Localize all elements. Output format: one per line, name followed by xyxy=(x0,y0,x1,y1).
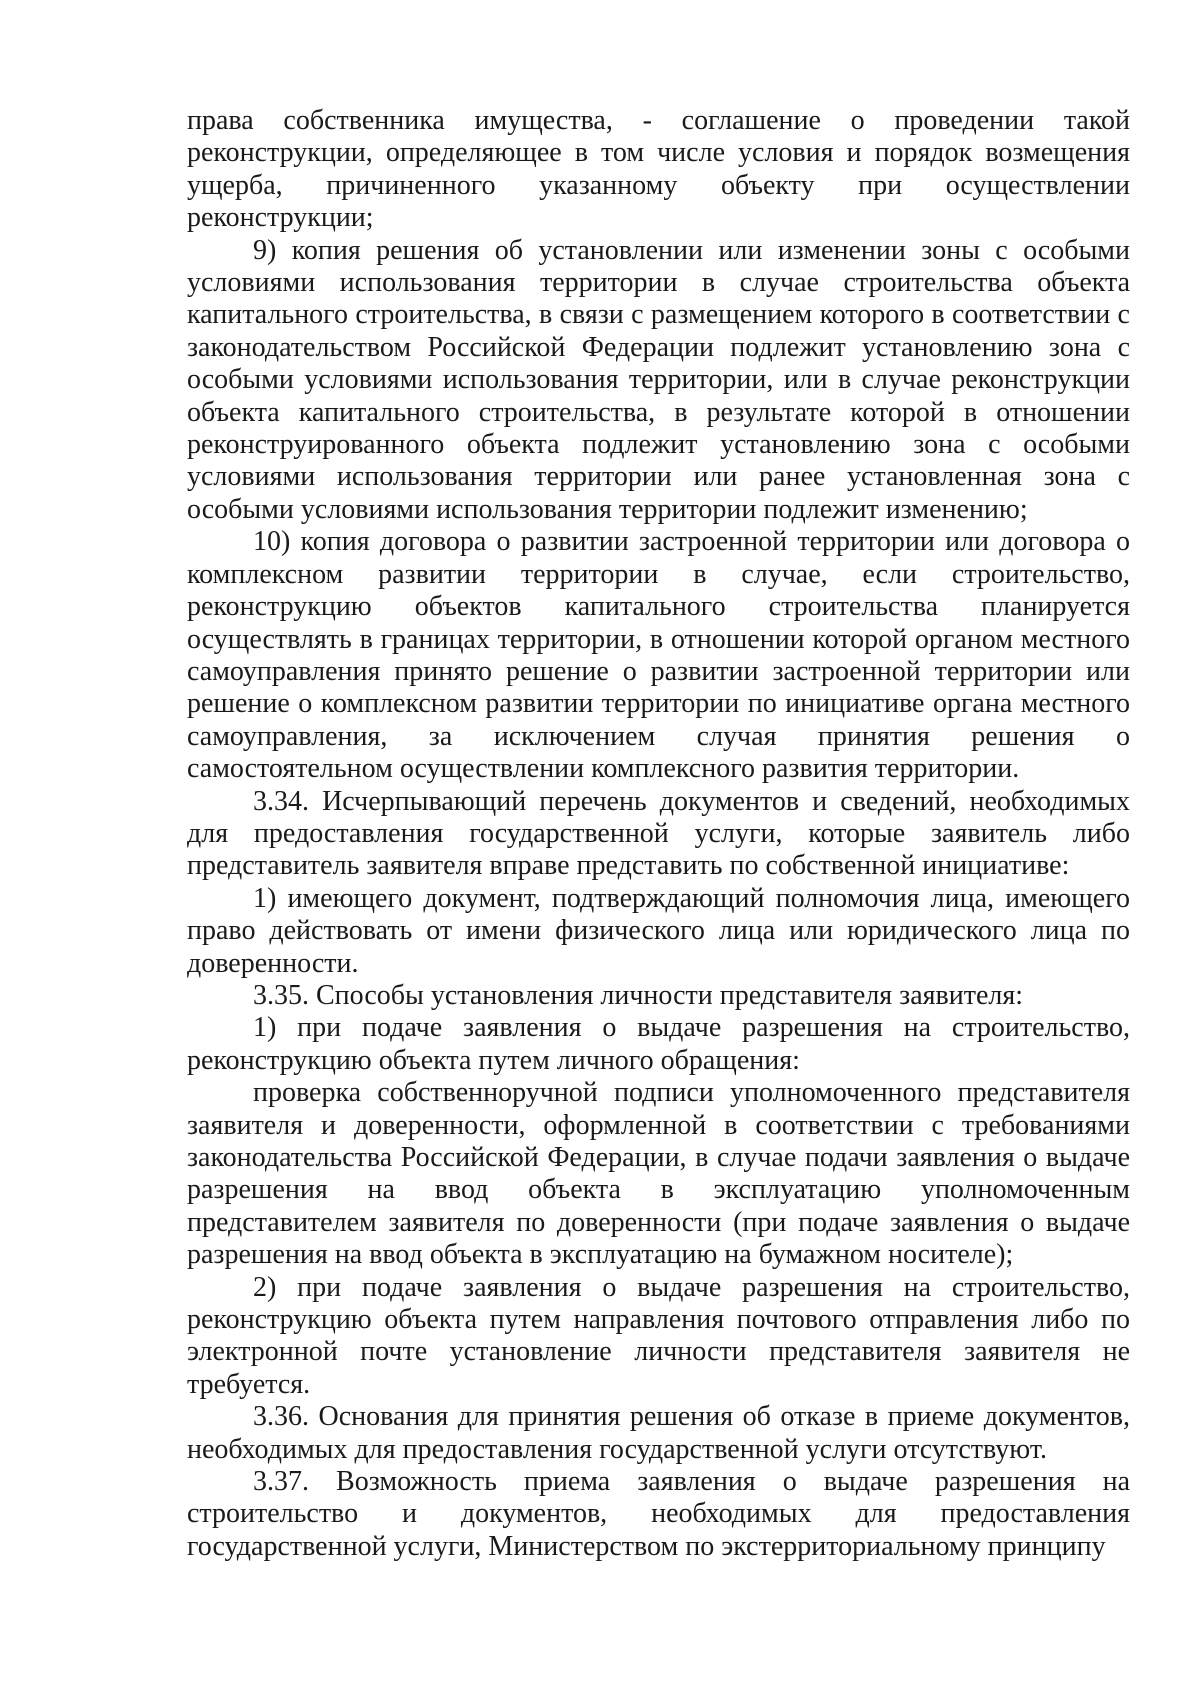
paragraph-item-10: 10) копия договора о развитии застроенной территории или договора о комплексном развитии территории в случае, если строительство, реконструкцию объектов капитального строительства планируется осуществлять в границах территории, в отношении которой органом местного самоуправления принято решение о развитии застроенной территории или решение о комплексном развитии территории по инициативе органа местного самоуправления, за исключением случая принятия решения о самостоятельном осуществлении комплексного развития территории. xyxy=(187,526,1130,785)
paragraph-3-37: 3.37. Возможность приема заявления о выдаче разрешения на строительство и документов, необходимых для предоставления государственной услуги, Министерством по экстерриториальному принципу xyxy=(187,1466,1130,1562)
paragraph-3-34-item-1: 1) имеющего документ, подтверждающий полномочия лица, имеющего право действовать от имени физического лица или юридического лица по доверенности. xyxy=(187,882,1130,979)
paragraph-3-35-item-1: 1) при подаче заявления о выдаче разрешения на строительство, реконструкцию объекта путем личного обращения: xyxy=(187,1012,1130,1076)
paragraph-3-35-item-2: 2) при подаче заявления о выдаче разрешения на строительство, реконструкцию объекта путем направления почтового отправления либо по электронной почте установление личности представителя заявителя не требуется. xyxy=(187,1271,1130,1400)
paragraph-signature-check: проверка собственноручной подписи уполномоченного представителя заявителя и доверенности, оформленной в соответствии с требованиями законодательства Российской Федерации, в случае подачи заявления о выдаче разрешения на ввод объекта в эксплуатацию уполномоченным представителем заявителя по доверенности (при подаче заявления о выдаче разрешения на ввод объекта в эксплуатацию на бумажном носителе); xyxy=(187,1077,1130,1271)
paragraph-3-35: 3.35. Способы установления личности представителя заявителя: xyxy=(253,979,1024,1011)
paragraph-3-36: 3.36. Основания для принятия решения об отказе в приеме документов, необходимых для предоставления государственной услуги отсутствуют. xyxy=(187,1401,1130,1465)
document-body xyxy=(187,105,1130,1563)
paragraph-continuation: права собственника имущества, - соглашение о проведении такой реконструкции, определяющее в том числе условия и порядок возмещения ущерба, причиненного указанному объекту при осуществлении реконструкции; xyxy=(187,105,1130,234)
paragraph-3-34: 3.34. Исчерпывающий перечень документов и сведений, необходимых для предоставления государственной услуги, которые заявитель либо представитель заявителя вправе представить по собственной инициативе: xyxy=(187,785,1130,882)
paragraph-item-9: 9) копия решения об установлении или изменении зоны с особыми условиями использования территории в случае строительства объекта капитального строительства, в связи с размещением которого в соответствии с законодательством Российской Федерации подлежит установлению зона с особыми условиями использования территории, или в случае реконструкции объекта капитального строительства, в результате которой в отношении реконструированного объекта подлежит установлению зона с особыми условиями использования территории или ранее установленная зона с особыми условиями использования территории подлежит изменению; xyxy=(187,234,1130,525)
